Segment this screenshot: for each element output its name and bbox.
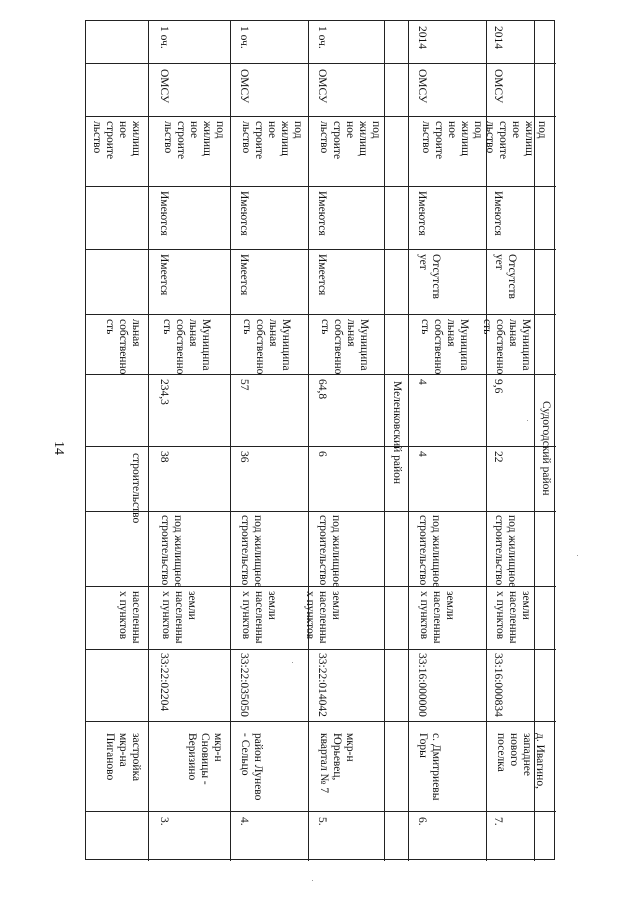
row-4-area2: 57 <box>238 379 250 391</box>
prev-row-location: застройка мкр-на Пиганово <box>104 733 142 782</box>
row-3-number: 3. <box>158 817 170 826</box>
row-separator <box>148 21 149 861</box>
row-3-category: земли населенны х пунктов <box>160 591 198 644</box>
row-5-purpose: под жилищ ное строите льство <box>318 121 382 160</box>
row-4-purpose: под жилищ ное строите льство <box>240 121 304 160</box>
row-3-stage: 1 оч. <box>158 26 170 49</box>
row-5-ownership: Муниципа льная собственно сть <box>319 319 370 375</box>
row-6-infra2: Имеются <box>416 191 428 236</box>
section-separator <box>408 21 409 861</box>
row-7-infra2: Имеются <box>492 191 504 236</box>
row-5-infra2: Имеются <box>316 191 328 236</box>
row-3-location: мкр-н Сновицы - Веризино <box>186 733 224 785</box>
row-7-area: 22 <box>492 451 504 463</box>
column-separator <box>86 186 556 187</box>
row-6-area2: 4 <box>416 379 428 385</box>
row-3-infra1: Имеется <box>158 254 170 296</box>
row-7-use: под жилищное строительство <box>493 515 518 588</box>
row-4-area: 36 <box>238 451 250 463</box>
row-5-number: 5. <box>316 817 328 826</box>
column-separator <box>86 649 556 650</box>
section-sudogda: Судогодский район <box>540 401 552 496</box>
column-separator <box>86 314 556 315</box>
row-4-use: под жилищное строительство <box>239 515 264 588</box>
prev-row-category: населенны х пунктов <box>117 591 142 644</box>
row-7-stage: 2014 <box>492 26 504 49</box>
row-6-ownership: Муниципа льная собственно сть <box>419 319 470 375</box>
section-melenki: Меленковский район <box>391 381 403 485</box>
row-5-use: под жилищное строительство <box>317 515 342 588</box>
row-7-body: ОМСУ <box>492 69 504 104</box>
row-3-ownership: Муницнпа льная собственно сть <box>161 319 212 375</box>
row-4-ownership: Муниципа льная собственно сть <box>241 319 292 375</box>
row-3-infra2: Имеются <box>158 191 170 236</box>
column-separator <box>86 116 556 117</box>
row-6-cadastral: 33:16:000000 <box>416 653 428 717</box>
row-7-number: 7. <box>492 817 504 826</box>
row-6-purpose: под жилищ ное строите льство <box>420 121 484 160</box>
prev-row-use: строительство <box>130 453 142 524</box>
column-separator <box>86 63 556 64</box>
row-6-use: под жилищное строительство <box>417 515 442 588</box>
row-6-body: ОМСУ <box>416 69 428 104</box>
row-4-stage: 1 оч. <box>238 26 250 49</box>
row-7-purpose: под жилищ ное строите льство <box>484 121 548 160</box>
row-5-location: мкр-н Юрьевец, квартал № 7 <box>318 733 356 794</box>
row-3-cadastral: 33:22:02204 <box>158 653 170 712</box>
prev-row-ownership: льная собственно сть <box>104 319 142 375</box>
row-6-area: 4 <box>416 451 428 457</box>
row-7-cadastral: 33:16:000834 <box>492 653 504 717</box>
row-7-category: земли населенны х пунктов <box>494 591 532 644</box>
row-5-stage: 1 оч. <box>316 26 328 49</box>
page-number: 14 <box>51 441 66 455</box>
row-4-number: 4. <box>238 817 250 826</box>
row-separator <box>384 21 385 861</box>
row-7-area2: 9,6 <box>492 379 504 394</box>
row-3-body: ОМСУ <box>158 69 170 104</box>
land-plots-table <box>85 20 555 860</box>
row-6-infra1: Отсутств ует <box>417 254 442 299</box>
row-4-cadastral: 33:22:035050 <box>238 653 250 717</box>
row-7-location: д. Ивагино, западнее нового поселка <box>495 733 546 789</box>
row-3-use: под жилищное строительство <box>159 515 184 588</box>
scan-speck <box>577 555 578 556</box>
column-separator <box>86 446 556 447</box>
row-5-area: 6 <box>316 451 328 457</box>
row-3-area2: 234,3 <box>158 379 170 405</box>
row-4-body: ОМСУ <box>238 69 250 104</box>
row-6-number: 6. <box>416 817 428 826</box>
scan-speck <box>292 662 293 663</box>
row-5-infra1: Имеется <box>316 254 328 296</box>
row-6-stage: 2014 <box>416 26 428 49</box>
row-3-area: 38 <box>158 451 170 463</box>
row-4-infra1: Имеется <box>238 254 250 296</box>
row-5-area2: 64,8 <box>316 379 328 400</box>
row-separator <box>230 21 231 861</box>
row-separator <box>308 21 309 861</box>
column-separator <box>86 721 556 722</box>
row-4-infra2: Имеются <box>238 191 250 236</box>
column-separator <box>86 811 556 812</box>
row-6-location: с. Дмитриевы Горы <box>417 733 442 801</box>
scan-speck <box>312 880 313 881</box>
row-5-category: земли населенны х пунктов <box>304 591 342 644</box>
row-5-body: ОМСУ <box>316 69 328 104</box>
scan-speck <box>527 420 528 421</box>
row-7-infra1: Отсутств ует <box>493 254 518 299</box>
row-6-category: земли населенны х пунктов <box>418 591 456 644</box>
column-separator <box>86 511 556 512</box>
row-4-category: земли населенны х пунктов <box>240 591 278 644</box>
prev-row-purpose: жилищ ное строите льство <box>91 121 142 160</box>
row-5-cadastral: 33:22:014042 <box>316 653 328 717</box>
row-3-purpose: под жилищ ное строите льство <box>162 121 226 160</box>
row-4-location: район Лунево - Сельцо <box>239 733 264 801</box>
row-7-ownership: Муниципа льная собственно сть <box>481 319 532 375</box>
column-separator <box>86 249 556 250</box>
